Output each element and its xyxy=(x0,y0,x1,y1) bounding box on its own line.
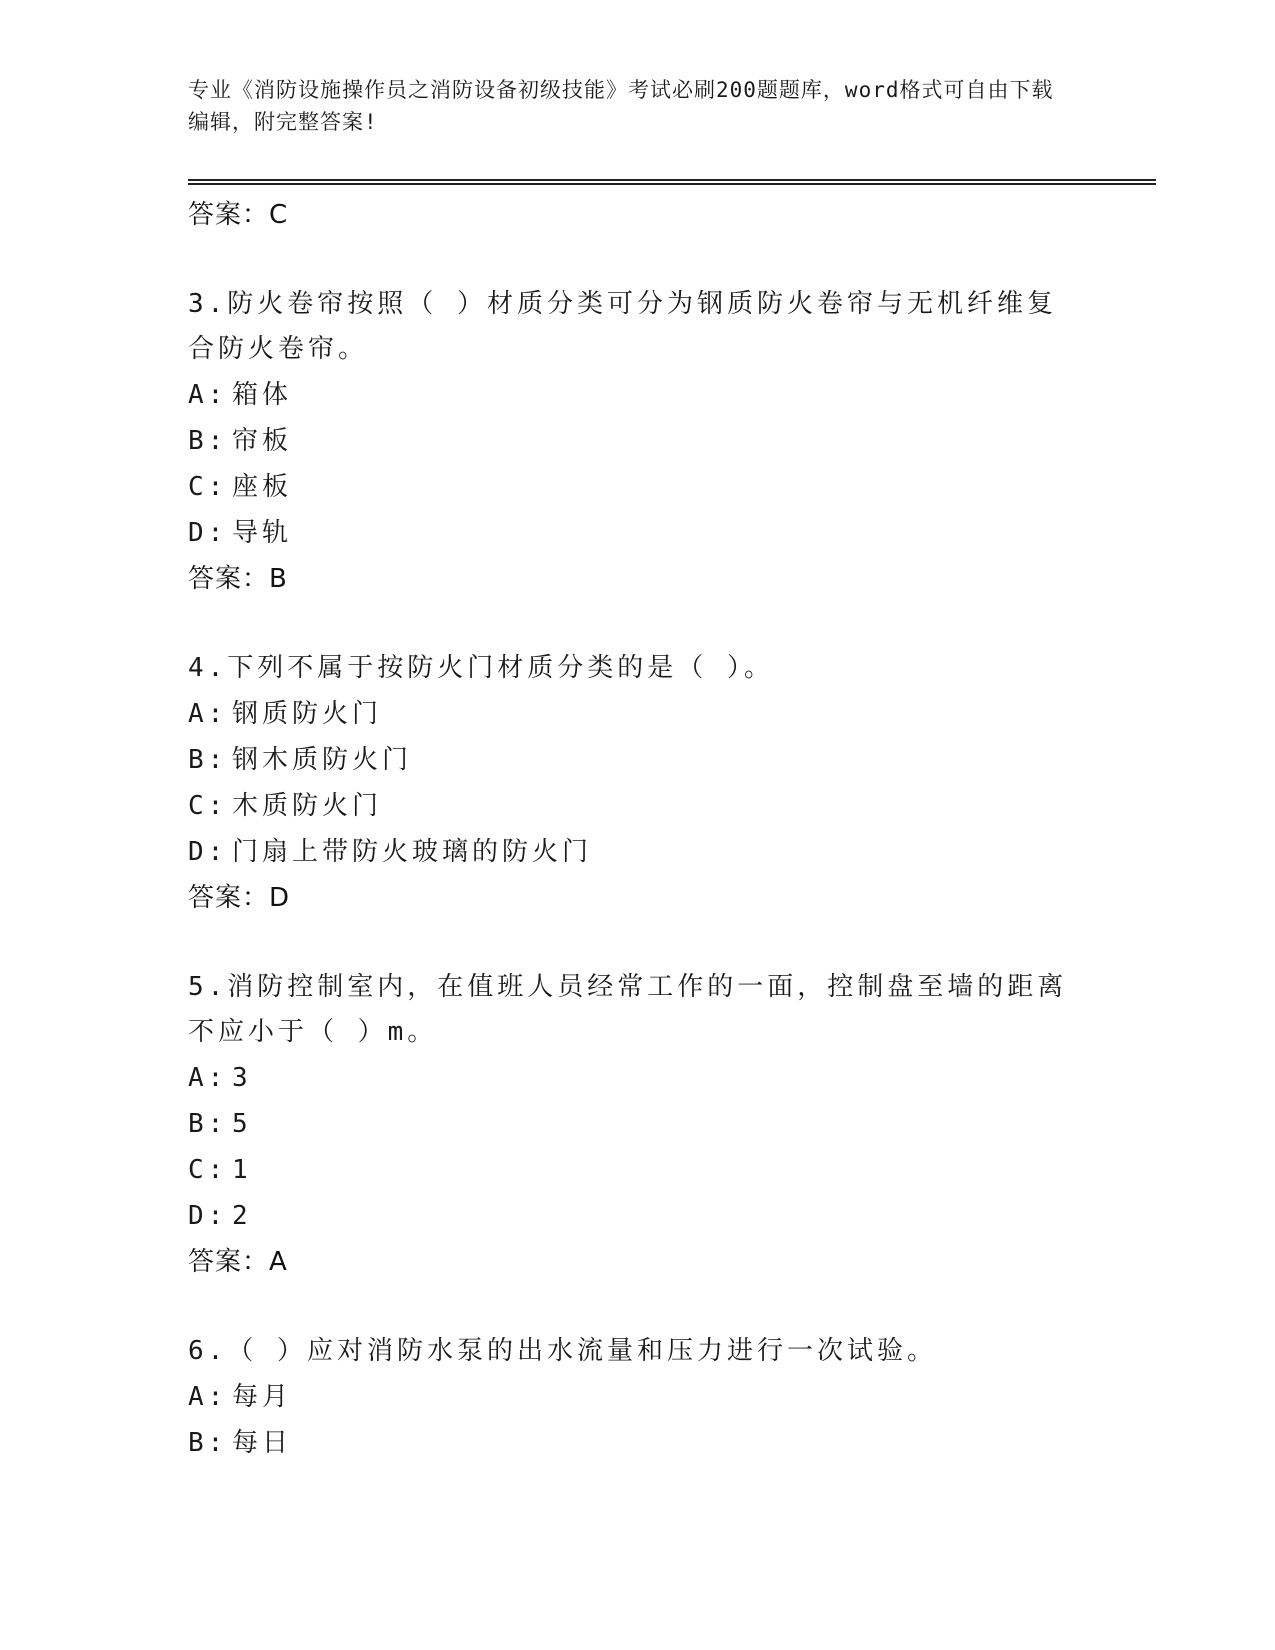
option-text: 箱体 xyxy=(232,380,293,410)
option-key: A: xyxy=(188,1382,228,1412)
option-a xyxy=(188,1374,1068,1420)
option-text: 1 xyxy=(232,1155,252,1185)
option-key: B: xyxy=(188,1428,228,1458)
option-text: 3 xyxy=(232,1063,252,1093)
answer-line: 答案：B xyxy=(188,564,288,594)
header-rule-bottom xyxy=(188,183,1156,185)
answer-line: 答案：C xyxy=(188,200,289,230)
option-d xyxy=(188,829,1068,875)
option-text: 钢木质防火门 xyxy=(232,745,413,775)
option-text: 门扇上带防火玻璃的防火门 xyxy=(232,837,593,867)
option-key: A: xyxy=(188,1063,228,1093)
option-c xyxy=(188,464,1068,510)
option-key: C: xyxy=(188,1155,228,1185)
answer-line: 答案：A xyxy=(188,1247,288,1277)
question-4 xyxy=(188,646,1068,921)
option-text: 帘板 xyxy=(232,426,293,456)
header-rule-top xyxy=(188,179,1156,181)
option-key: A: xyxy=(188,380,228,410)
option-c xyxy=(188,1147,1068,1193)
option-text: 2 xyxy=(232,1201,252,1231)
question-6 xyxy=(188,1329,1068,1466)
option-b xyxy=(188,1101,1068,1147)
option-text: 5 xyxy=(232,1109,252,1139)
option-a xyxy=(188,691,1068,737)
option-key: D: xyxy=(188,837,228,867)
option-text: 每日 xyxy=(232,1428,293,1458)
option-text: 座板 xyxy=(232,472,293,502)
option-a xyxy=(188,1055,1068,1101)
option-key: B: xyxy=(188,745,228,775)
option-key: A: xyxy=(188,699,228,729)
question-stem: 5.消防控制室内，在值班人员经常工作的一面，控制盘至墙的距离不应小于（ ）m。 xyxy=(188,972,1068,1047)
question-stem: 4.下列不属于按防火门材质分类的是（ ）。 xyxy=(188,653,774,683)
question-stem: 6.（ ）应对消防水泵的出水流量和压力进行一次试验。 xyxy=(188,1336,937,1366)
option-key: B: xyxy=(188,426,228,456)
option-text: 导轨 xyxy=(232,518,293,548)
option-a xyxy=(188,372,1068,418)
option-key: D: xyxy=(188,518,228,548)
option-key: D: xyxy=(188,1201,228,1231)
option-key: B: xyxy=(188,1109,228,1139)
option-b xyxy=(188,737,1068,783)
option-key: C: xyxy=(188,472,228,502)
option-d xyxy=(188,1193,1068,1239)
option-c xyxy=(188,783,1068,829)
option-d xyxy=(188,510,1068,556)
option-text: 钢质防火门 xyxy=(232,699,383,729)
option-b xyxy=(188,418,1068,464)
question-stem: 3.防火卷帘按照（ ）材质分类可分为钢质防火卷帘与无机纤维复合防火卷帘。 xyxy=(188,289,1057,364)
question-3 xyxy=(188,282,1068,602)
question-5 xyxy=(188,965,1068,1285)
question-list xyxy=(188,192,1068,1466)
option-key: C: xyxy=(188,791,228,821)
option-text: 木质防火门 xyxy=(232,791,383,821)
option-b xyxy=(188,1420,1068,1466)
answer-line: 答案：D xyxy=(188,883,291,913)
option-text: 每月 xyxy=(232,1382,293,1412)
document-header: 专业《消防设施操作员之消防设备初级技能》考试必刷200题题库，word格式可自由下载编辑，附完整答案! xyxy=(188,78,1054,134)
